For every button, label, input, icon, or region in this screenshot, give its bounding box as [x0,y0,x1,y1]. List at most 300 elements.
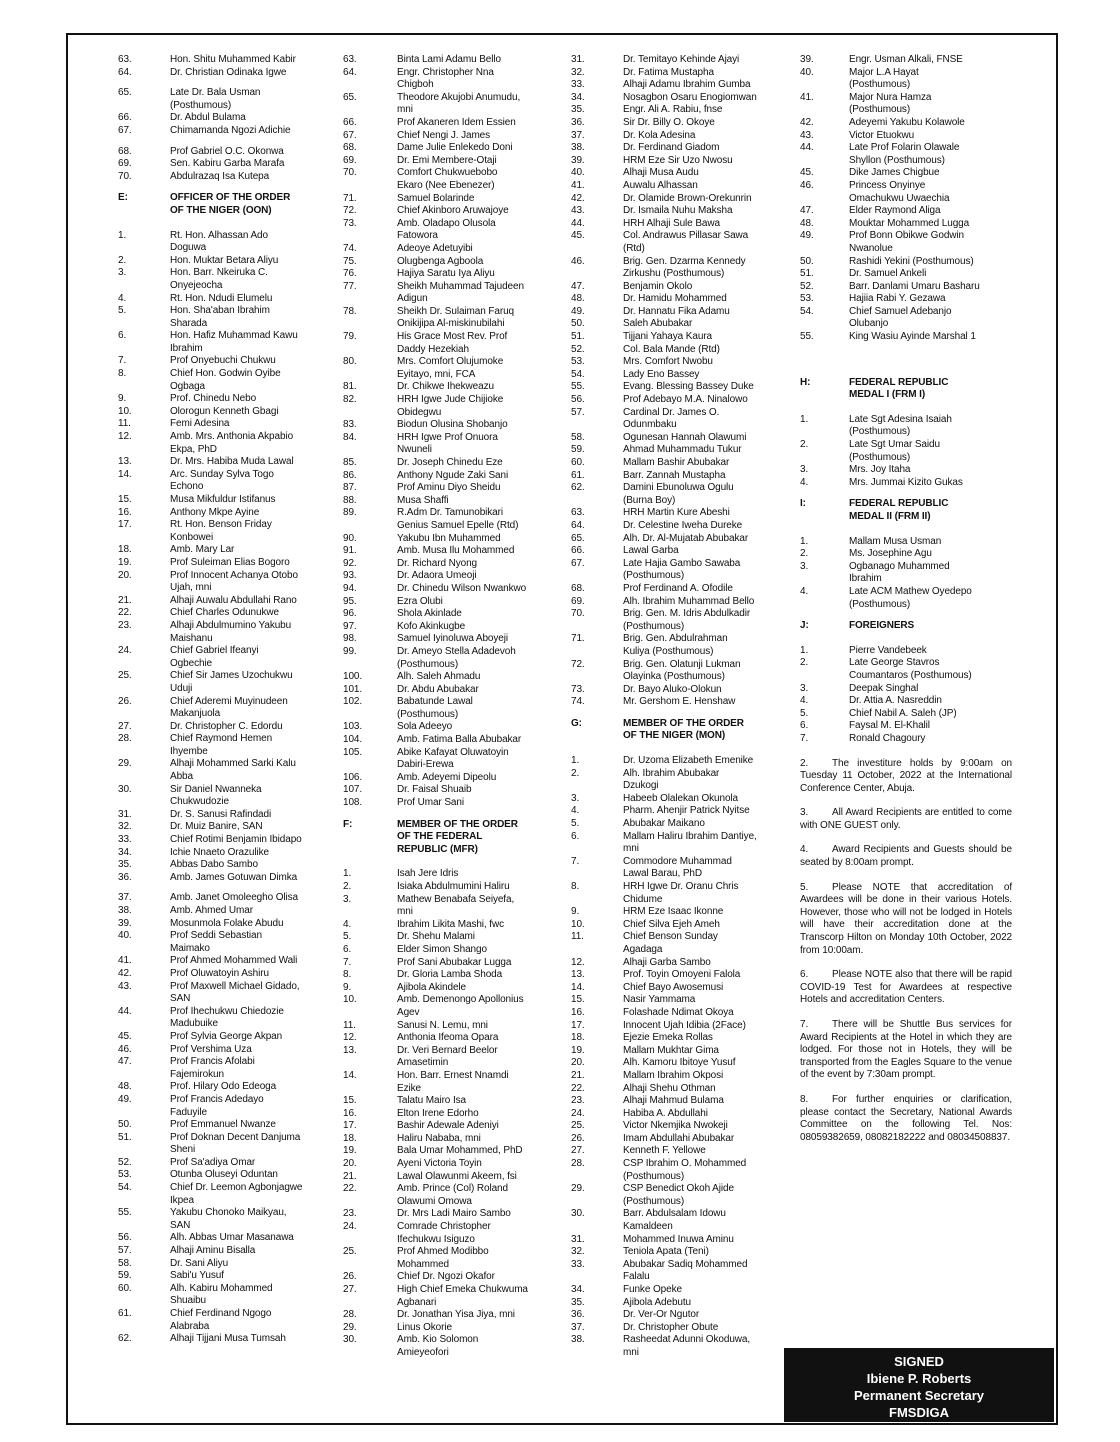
awardee-name: Brig. Gen. Dzarma Kennedy Zirkushu (Posthumous) [623,255,746,280]
list-item [571,1120,790,1133]
awardee-name: Habeeb Olalekan Okunola [623,792,739,804]
list-item [343,155,567,168]
item-number: 106. [343,771,363,783]
item-number: 39. [571,154,585,166]
list-item [118,758,340,783]
list-item [118,1031,340,1044]
spacer [118,79,340,87]
item-number: 49. [118,1093,132,1105]
list-item [118,892,340,905]
section-title: FEDERAL REPUBLIC MEDAL II (FRM II) [849,498,949,522]
item-number: 71. [343,192,357,204]
item-number: 51. [118,1131,132,1143]
awardee-name: Dr. Mrs. Habiba Muda Lawal [170,456,294,468]
list-item [571,1133,790,1146]
item-number: 6. [571,830,580,842]
list-item [118,784,340,809]
list-item [118,87,340,112]
item-number: 45. [800,167,814,179]
item-number: 6. [800,720,809,732]
awardee-name: Alh. Kamoru Ibitoye Yusuf [623,1057,736,1069]
list-item [118,494,340,507]
awardee-name: Arc. Sunday Sylva Togo Echono [170,468,274,493]
awardee-name: HRH Alhaji Sule Bawa [623,217,720,229]
awardee-name: Amb. Demenongo Apollonius Agev [397,994,524,1018]
awardee-name: Ezra Olubi [397,595,443,607]
item-number: 10. [118,405,132,417]
item-number: 44. [571,217,585,229]
list-item [800,464,1012,477]
item-number: 62. [118,1333,132,1345]
awardee-name: Amb. Mary Lar [170,544,235,556]
awardee-name: Auwalu Alhassan [623,179,698,191]
item-number: 18. [571,1032,585,1044]
awardee-name: Engr. Ali A. Rabiu, fnse [623,104,723,116]
list-item [571,982,790,995]
awardee-name: Elder Simon Shango [397,943,487,955]
awardee-name: Bashir Adewale Adeniyi [397,1120,499,1132]
list-item [343,982,567,995]
awardee-name: Prof Maxwell Michael Gidado, SAN [170,980,300,1005]
list-item [118,733,340,758]
awardee-name: HRM Eze Sir Uzo Nwosu [623,154,733,166]
list-item [571,755,790,768]
item-number: 64. [118,66,132,78]
list-item [343,596,567,609]
awardee-name: Prof Suleiman Elias Bogoro [170,556,290,568]
awardee-name: Dr. Hannatu Fika Adamu [623,305,730,317]
item-number: 11. [343,1019,356,1031]
list-item [343,356,567,381]
list-item [343,205,567,218]
spacer [118,138,340,146]
item-number: 21. [118,594,132,606]
list-item [118,721,340,734]
list-item [118,1157,340,1170]
item-number: 90. [343,532,357,544]
item-number: 44. [800,142,814,154]
list-item [800,167,1012,180]
awardee-name: Anthony Mkpe Ayine [170,506,260,518]
list-item [571,881,790,906]
section-title: MEMBER OF THE ORDER OF THE FEDERAL REPUBLIC (MFR) [397,818,518,855]
list-item [343,772,567,785]
list-item [118,595,340,608]
list-item [343,117,567,130]
item-number: 3. [343,893,352,905]
item-number: 33. [571,79,585,91]
list-item [343,218,567,243]
list-item [800,536,1012,549]
item-number: 3. [800,682,809,694]
item-number: 9. [343,981,352,993]
list-item [800,548,1012,561]
awardee-name: Adeyemi Yakubu Kolawole [849,116,965,128]
list-item [800,293,1012,306]
item-number: 28. [571,1158,585,1170]
list-item [343,92,567,117]
list-item [800,695,1012,708]
item-number: 27. [571,1145,585,1157]
item-number: 65. [118,87,132,99]
list-item [118,859,340,872]
awardee-name: Late Sgt Adesina Isaiah (Posthumous) [849,413,952,438]
item-number: 1. [800,644,809,656]
awardee-name: Habiba A. Abdullahi [623,1107,708,1119]
item-number: 37. [571,129,585,141]
list-item [118,696,340,721]
awardee-name: Alhaji Aminu Bisalla [170,1245,256,1257]
awardee-name: Dr. Temitayo Kehinde Ajayi [623,54,740,65]
item-number: 70. [118,170,132,182]
item-number: 82. [343,394,357,406]
awardee-name: Damini Ebunoluwa Ogulu (Burna Boy) [623,482,734,506]
item-number: 3. [571,792,580,804]
item-number: 85. [343,457,357,468]
item-number: 2. [571,767,580,779]
list-item [571,1095,790,1108]
list-item [571,369,790,382]
awardee-name: Haliru Nababa, mni [397,1132,481,1144]
awardee-name: Prof Adebayo M.A. Ninalowo [623,394,748,406]
list-item [118,393,340,406]
item-number: 87. [343,482,357,494]
item-number: 9. [118,393,127,405]
awardee-name: Olorogun Kenneth Gbagi [170,405,279,417]
list-item [118,670,340,695]
item-number: 101. [343,683,363,695]
item-number: 104. [343,734,363,746]
item-number: 30. [343,1334,357,1346]
awardee-name: HRM Eze Isaac Ikonne [623,906,724,918]
item-number: 56. [118,1232,132,1244]
awardee-name: Prof Sa'adiya Omar [170,1156,256,1168]
awardee-name: Anthonia Ifeoma Opara [397,1032,499,1044]
awardee-name: Alh. Ibrahim Abubakar Dzukogi [623,767,720,792]
awardee-name: CSP Benedict Okoh Ajide (Posthumous) [623,1183,734,1207]
awardee-name: Alh. Abbas Umar Masanawa [170,1232,294,1244]
item-number: 42. [118,967,132,979]
awardee-name: Prof Aminu Diyo Sheidu [397,482,501,494]
awardee-name: Prof Francis Afolabi Fajemirokun [170,1056,255,1080]
item-number: 41. [571,179,585,191]
list-item [343,243,567,256]
list-item [343,533,567,546]
item-number: 11. [571,931,584,943]
notice-paragraph [800,844,1012,869]
list-item [343,507,567,532]
item-number: 75. [343,255,357,267]
item-number: 43. [571,205,585,217]
item-number: 58. [118,1257,132,1269]
list-item [118,355,340,368]
list-item [571,54,790,67]
awardee-name: Dr. Chinedu Wilson Nwankwo [397,582,527,594]
awardee-name: Ogbanago Muhammed Ibrahim [849,560,950,585]
awardee-name: Alhaji Musa Audu [623,167,699,179]
item-number: 86. [343,469,357,481]
awardee-name: Lawal Garba [623,545,679,557]
list-item [571,633,790,658]
list-item [571,67,790,80]
item-number: 2. [800,548,809,560]
awardee-name: Dr. Emi Membere-Otaji [397,154,497,166]
item-number: 88. [343,494,357,506]
list-item [118,918,340,931]
list-item [571,957,790,970]
item-number: 3. [800,464,809,476]
section-heading [118,192,340,217]
list-item [343,1020,567,1033]
list-item [800,331,1012,344]
awardee-name: Engr. Christopher Nna Chigboh [397,66,494,91]
awardee-name: CSP Ibrahim O. Mohammed (Posthumous) [623,1158,747,1182]
item-number: 73. [343,217,357,229]
awardee-name: Dr. Hamidu Mohammed [623,293,727,305]
item-number: 108. [343,797,363,809]
list-item [800,439,1012,464]
list-item [118,125,340,138]
item-number: 68. [343,142,357,154]
item-number: 74. [343,242,357,254]
list-item [343,1309,567,1322]
list-item [118,368,340,393]
list-item [343,1145,567,1158]
awardee-name: Alhaji Mahmud Bulama [623,1095,724,1107]
item-number: 42. [800,116,814,128]
awardee-name: Talatu Mairo Isa [397,1095,466,1107]
awardee-name: Dame Julie Enlekedo Doni [397,142,513,154]
list-item [118,1182,340,1207]
list-item [571,1208,790,1233]
list-item [343,784,567,797]
list-item [343,684,567,697]
list-item [343,130,567,143]
item-number: 32. [571,1246,585,1258]
awardee-name: Late Dr. Bala Usman (Posthumous) [170,87,261,111]
awardee-name: Saleh Abubakar [623,318,693,330]
item-number: 31. [571,1233,585,1245]
awardee-name: Dr. Kola Adesina [623,129,696,141]
awardee-name: Chief Nengi J. James [397,129,491,141]
list-item [571,1334,790,1359]
awardee-name: Sanusi N. Lemu, mni [397,1019,488,1031]
list-item [571,1297,790,1310]
list-item [343,570,567,583]
item-number: 55. [800,331,814,343]
item-number: 107. [343,784,363,796]
item-number: 38. [118,905,132,916]
list-item [571,281,790,294]
list-item [800,117,1012,130]
awardee-name: Rt. Hon. Benson Friday Konbowei [170,519,272,543]
list-item [571,596,790,609]
list-item [343,545,567,558]
item-number: 76. [343,268,357,280]
item-number: 13. [118,456,132,468]
awardee-name: Kofo Akinkugbe [397,620,466,632]
awardee-name: Prof Ahmed Mohammed Wali [170,955,298,967]
item-number: 78. [343,305,357,317]
item-number: 24. [571,1107,585,1119]
item-number: 49. [571,305,585,317]
item-number: 5. [118,305,127,317]
item-number: 21. [571,1069,585,1081]
list-item [118,847,340,860]
awardee-name: Isah Jere Idris [397,868,459,880]
item-number: 35. [571,104,585,116]
list-item [571,969,790,982]
item-number: 2. [800,439,809,451]
item-number: 32. [118,821,132,833]
item-number: 24. [343,1221,357,1233]
item-number: 39. [118,917,132,929]
list-item [343,919,567,932]
awardee-name: Mallam Musa Usman [849,535,942,547]
awardee-name: Imam Abdullahi Abubakar [623,1132,735,1144]
awardee-name: Sheikh Dr. Sulaiman Faruq Onikijipa Al-miskinubilahi [397,305,515,330]
list-item [571,142,790,155]
awardee-name: HRH Igwe Dr. Oranu Chris Chidume [623,881,739,905]
item-number: 9. [571,906,580,918]
awardee-name: Alhaji Mohammed Sarki Kalu Abba [170,758,296,783]
item-number: 46. [118,1043,132,1055]
list-item [118,469,340,494]
item-number: 67. [571,557,585,569]
list-item [118,905,340,918]
list-item [343,419,567,432]
awardee-name: Dr. Faisal Shuaib [397,784,472,796]
item-number: 73. [571,683,585,695]
awardee-name: Dr. Abdul Bulama [170,112,246,124]
list-item [343,256,567,269]
notice-number: 2. [800,757,809,769]
item-number: 77. [343,280,357,292]
awardee-name: Amb. Oladapo Olusola Fatowora [397,217,496,242]
awardee-name: Prof Ihechukwu Chiedozie Madubuike [170,1005,284,1030]
awardee-name: Shola Akinlade [397,608,462,620]
list-item [343,734,567,747]
awardee-name: Otunba Oluseyi Oduntan [170,1169,278,1181]
list-item [118,1245,340,1258]
item-number: 66. [118,112,132,124]
list-item [118,809,340,822]
list-item [343,1246,567,1271]
item-number: 67. [118,124,132,136]
awardee-name: Elton Irene Edorho [397,1107,479,1119]
awardee-name: Adeoye Adetuyibi [397,242,473,254]
spacer [118,884,340,892]
list-item [118,1258,340,1271]
section-heading [343,819,567,857]
awardee-name: Alh. Ibrahim Muhammad Bello [623,595,755,607]
item-number: 95. [343,595,357,607]
item-number: 33. [118,834,132,846]
awardee-name: Dr. Sani Aliyu [170,1257,229,1269]
list-item [571,205,790,218]
list-item [343,306,567,331]
item-number: 68. [571,582,585,594]
notice-number: 8. [800,1093,809,1105]
awardee-name: Ajibola Adebutu [623,1296,692,1308]
awardee-name: Mrs. Joy Itaha [849,464,911,476]
item-number: 4. [571,805,580,817]
list-item [343,268,567,281]
list-item [343,1284,567,1309]
awardee-name: Ms. Josephine Agu [849,548,932,560]
item-number: 64. [343,66,357,78]
list-item [800,586,1012,611]
list-item [118,1333,340,1346]
awardee-name: Musa Mikfuldur Istifanus [170,494,276,505]
list-item [118,1044,340,1057]
list-item [343,1095,567,1108]
item-number: 48. [800,217,814,229]
list-item [118,54,340,67]
list-item [800,657,1012,682]
item-number: 64. [571,519,585,531]
section-letter: G: [571,717,582,729]
item-number: 66. [343,116,357,128]
awardee-name: Mohammed Inuwa Aminu [623,1233,734,1245]
item-number: 36. [571,116,585,128]
awardee-name: Nasir Yammama [623,994,696,1006]
item-number: 17. [118,519,132,531]
item-number: 16. [118,506,132,518]
list-item [571,79,790,92]
list-item [343,1133,567,1146]
item-number: 57. [571,406,585,418]
awardee-name: Rt. Hon. Alhassan Ado Doguwa [170,229,268,254]
item-number: 28. [118,733,132,745]
item-number: 52. [800,280,814,292]
list-item [118,834,340,847]
item-number: 31. [118,808,132,820]
awardee-name: Cardinal Dr. James O. Odunmbaku [623,406,720,431]
list-item [800,256,1012,269]
awardee-name: Yakubu Chonoko Maikyau, SAN [170,1207,287,1231]
awardee-name: Samuel Bolarinde [397,192,475,204]
awardee-name: Chief Rotimi Benjamin Ibidapo [170,834,302,846]
list-item [118,1283,340,1308]
awardee-name: Mrs. Jummai Kizito Gukas [849,476,963,488]
list-item [343,881,567,894]
list-item [571,117,790,130]
awardee-name: Sabi'u Yusuf [170,1270,224,1282]
item-number: 35. [571,1296,585,1308]
item-number: 27. [118,720,132,732]
item-number: 50. [571,318,585,330]
list-item [800,142,1012,167]
list-item [343,969,567,982]
list-item [571,1284,790,1297]
list-item [343,868,567,881]
item-number: 46. [800,179,814,191]
item-number: 89. [343,507,357,519]
notice-text: There will be Shuttle Bus services for Award Recipients at the Hotel in which they are lodged. For those not in Hotels, they will be transported from the Eagles Square to the venue of the event by 7:30am prompt. [800,1019,1012,1081]
list-item [118,557,340,570]
item-number: 22. [343,1183,357,1195]
item-number: 45. [571,230,585,242]
list-item [800,281,1012,294]
awardee-name: HRH Igwe Prof Onuora Nwuneli [397,431,498,456]
item-number: 53. [571,356,585,368]
list-item [571,831,790,856]
awardee-name: Amb. Adeyemi Dipeolu [397,771,497,783]
list-item [343,894,567,919]
column-2 [343,54,567,1360]
list-item [571,793,790,806]
